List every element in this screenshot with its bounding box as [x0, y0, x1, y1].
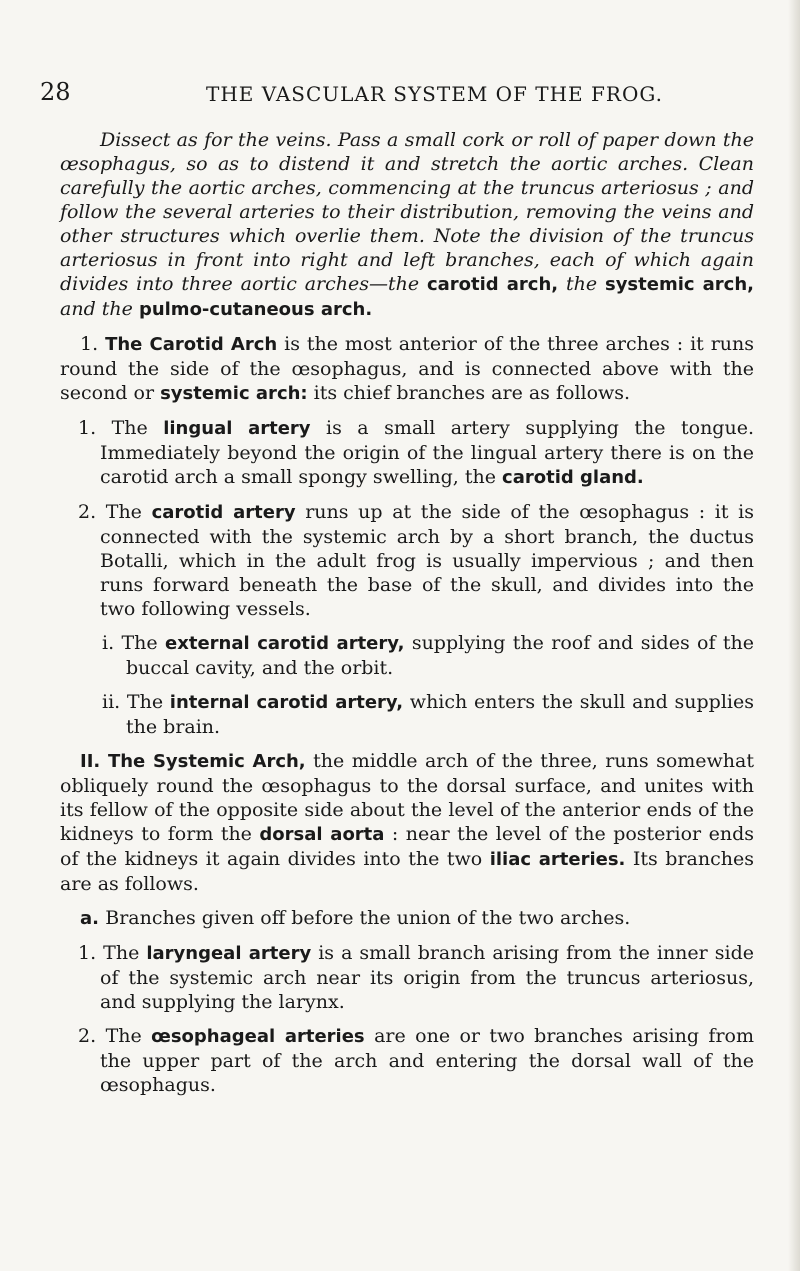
item-text: is a small branch arising from the inner side of the systemic arch near its origin from the truncus arteriosus, and supplying the larynx. — [100, 942, 754, 1013]
item-number: 1. — [78, 942, 104, 964]
item-text: which enters the skull and supplies the brain. — [126, 691, 754, 738]
list-item-oesophageal-arteries — [60, 1024, 754, 1097]
item-text: supplying the roof and sides of the buccal cavity, and the orbit. — [126, 632, 755, 679]
term: iliac arteries. — [489, 849, 626, 870]
intro-paragraph — [60, 128, 754, 322]
item-number: a. — [80, 908, 106, 929]
item-text: are one or two branches arising from the upper part of the arch and entering the dorsal wall of the œsophagus. — [100, 1025, 754, 1096]
section-number: 1. — [80, 333, 106, 355]
intro-connector: the — [558, 273, 605, 295]
section-number: II. — [80, 751, 108, 772]
term: internal carotid artery, — [169, 692, 404, 713]
item-number: ii. — [102, 691, 127, 713]
section-heading: The Systemic Arch, — [107, 751, 306, 772]
list-item-internal-carotid — [60, 690, 754, 739]
carotid-arch-paragraph — [60, 332, 754, 406]
item-text: The — [121, 632, 166, 654]
list-item-lingual-artery — [60, 416, 754, 490]
page-edge-shadow — [788, 0, 800, 1271]
term-systemic-arch: systemic arch, — [604, 274, 754, 295]
running-head: THE VASCULAR SYSTEM OF THE FROG. — [206, 82, 663, 106]
list-item-carotid-artery — [60, 500, 754, 621]
term: carotid gland. — [502, 467, 644, 488]
term-pulmo-cutaneous-arch: pulmo-cutaneous arch. — [138, 299, 373, 320]
systemic-arch-paragraph — [60, 749, 754, 896]
paragraph-text: : near the level of the posterior ends of the kidneys it again divides into the two — [60, 823, 754, 870]
item-number: 1. — [78, 417, 112, 439]
term: systemic arch: — [160, 383, 308, 404]
item-text: The — [105, 501, 152, 523]
item-text: The — [126, 691, 170, 713]
paragraph-text: its chief branches are as follows. — [307, 382, 631, 404]
term: œsophageal arteries — [151, 1026, 365, 1047]
item-text: The — [111, 417, 164, 439]
paragraph-text: is the most anterior of the three arches : it runs round the side of the œsophagus, and is connected above with the second or — [60, 333, 755, 404]
intro-text: Dissect as for the veins. Pass a small cork or roll of paper down the œsophagus, so as to distend it and stretch the aortic arches. Clean carefully the aortic arches, commencing at the truncus arteriosus ; and follow the several arteries to their distribution, removing the veins and other structures which overlie them. Note the division of the truncus arteriosus in front into right and left branches, each of which again divides into three aortic arches—the — [60, 129, 754, 295]
item-number: i. — [102, 632, 122, 654]
item-text: The — [103, 942, 147, 964]
paragraph-text: the middle arch of the three, runs somewhat obliquely round the œsophagus to the dorsal surface, and unites with its fellow of the opposite side about the level of the anterior ends of the kidneys to form the — [60, 750, 754, 845]
section-heading: The Carotid Arch — [105, 334, 278, 355]
term: dorsal aorta — [259, 824, 385, 845]
item-text: Branches given off before the union of the two arches. — [105, 907, 631, 929]
item-number: 2. — [78, 1025, 106, 1047]
item-text: The — [105, 1025, 152, 1047]
page-body — [60, 128, 754, 1107]
list-item-laryngeal-artery — [60, 941, 754, 1014]
intro-connector: and the — [60, 298, 139, 320]
item-text: runs up at the side of the œsophagus : it is connected with the systemic arch by a short branch, the ductus Botalli, which in the adult frog is usually impervious ; and then runs forward beneath the base of the skull, and divides into the two following vessels. — [100, 501, 754, 620]
page-header — [0, 78, 800, 108]
term: carotid artery — [151, 502, 296, 523]
item-number: 2. — [78, 501, 106, 523]
branches-subheading — [60, 906, 754, 931]
term: lingual artery — [163, 418, 311, 439]
item-text: is a small artery supplying the tongue. Immediately beyond the origin of the lingual artery there is on the carotid arch a small spongy swelling, the — [100, 417, 754, 488]
term: laryngeal artery — [146, 943, 312, 964]
term-carotid-arch: carotid arch, — [426, 274, 559, 295]
list-item-external-carotid — [60, 631, 754, 680]
term: external carotid artery, — [165, 633, 405, 654]
paragraph-text: Its branches are as follows. — [60, 848, 754, 895]
page-number: 28 — [40, 78, 71, 106]
